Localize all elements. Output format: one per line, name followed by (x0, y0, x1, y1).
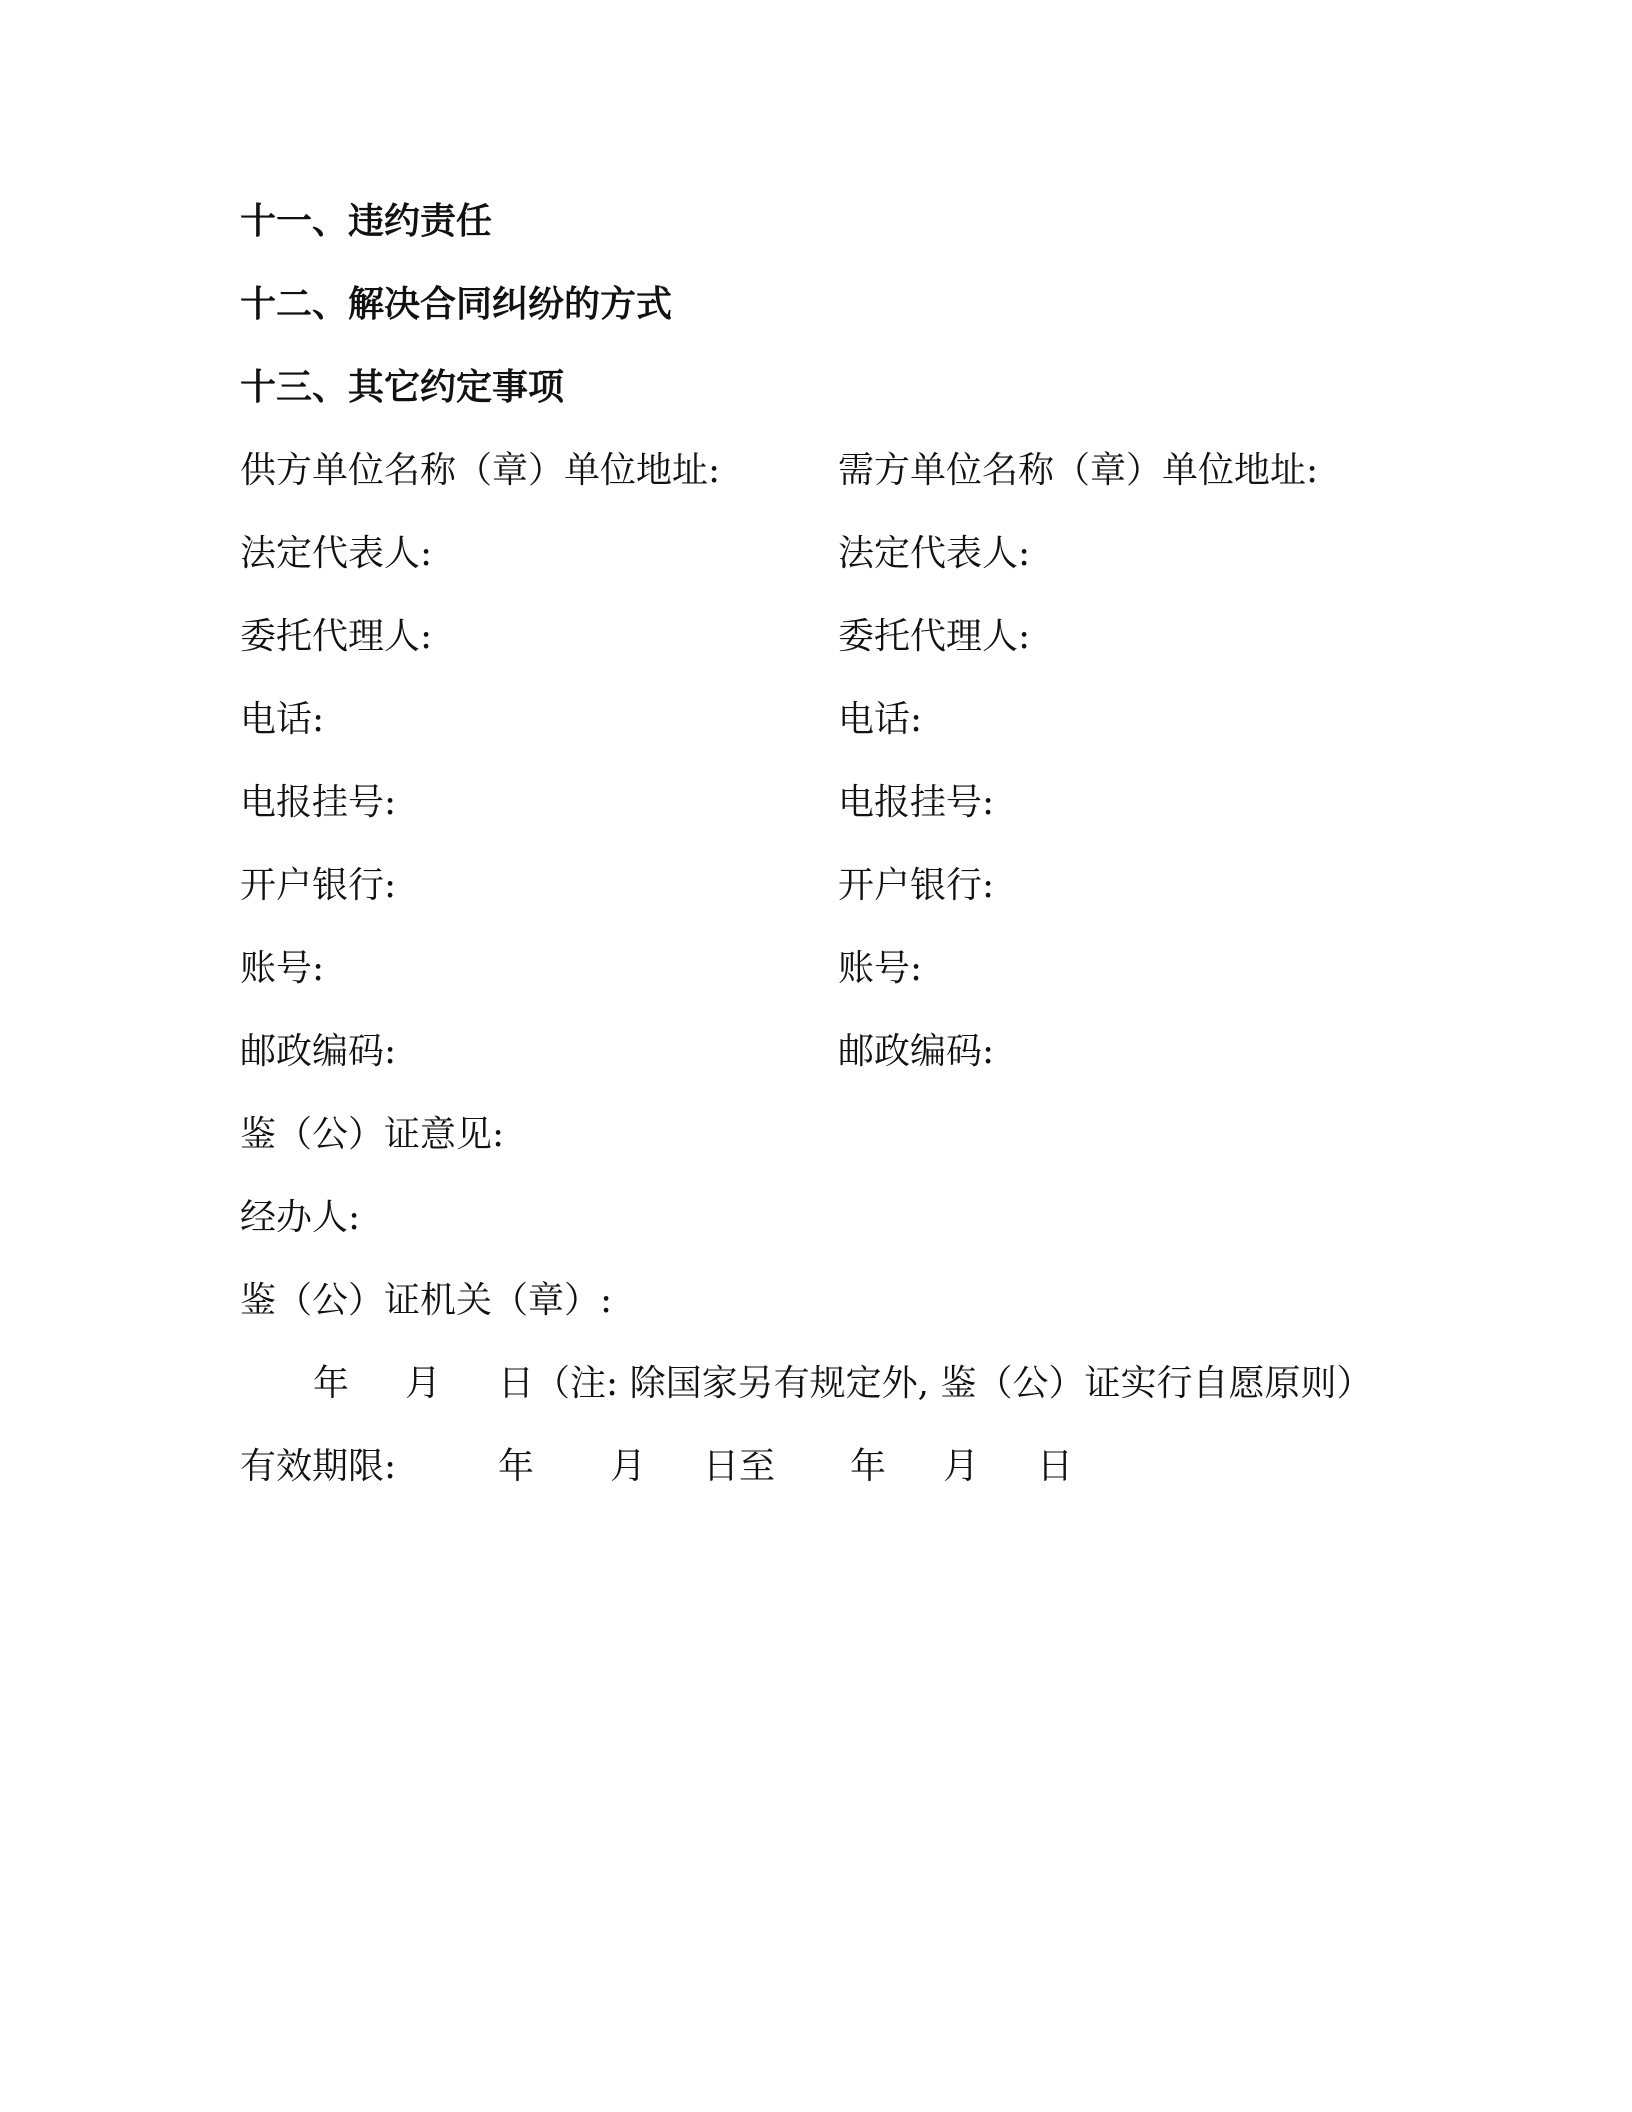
supplier-bank-label: 开户银行: (240, 865, 397, 906)
section-heading-dispute: 十二、解决合同纠纷的方式 (240, 284, 673, 325)
supplier-telegraph-label: 电报挂号: (240, 782, 397, 823)
section-heading-other: 十三、其它约定事项 (240, 367, 565, 408)
buyer-postcode-label: 邮政编码: (838, 1031, 995, 1072)
validity-end-year: 年 (850, 1446, 887, 1487)
buyer-account-label: 账号: (838, 948, 923, 989)
supplier-account-label: 账号: (240, 948, 325, 989)
validity-end-day: 日 (1037, 1446, 1074, 1487)
buyer-bank-label: 开户银行: (838, 865, 995, 906)
supplier-name-address-label: 供方单位名称（章）单位地址: (240, 450, 721, 491)
notary-handler-label: 经办人: (240, 1197, 361, 1238)
notary-authority-label: 鉴（公）证机关（章）: (240, 1280, 613, 1321)
buyer-agent-label: 委托代理人: (838, 616, 1031, 657)
supplier-phone-label: 电话: (240, 699, 325, 740)
section-heading-breach: 十一、违约责任 (240, 201, 493, 242)
validity-start-day-to: 日至 (703, 1446, 776, 1487)
notary-date-month: 月 (405, 1363, 442, 1404)
supplier-agent-label: 委托代理人: (240, 616, 433, 657)
validity-label: 有效期限: (240, 1446, 397, 1487)
buyer-legal-rep-label: 法定代表人: (838, 533, 1031, 574)
buyer-telegraph-label: 电报挂号: (838, 782, 995, 823)
supplier-postcode-label: 邮政编码: (240, 1031, 397, 1072)
buyer-phone-label: 电话: (838, 699, 923, 740)
validity-start-month: 月 (610, 1446, 647, 1487)
validity-start-year: 年 (498, 1446, 535, 1487)
notary-date-year: 年 (313, 1363, 350, 1404)
validity-end-month: 月 (943, 1446, 980, 1487)
buyer-name-address-label: 需方单位名称（章）单位地址: (838, 450, 1319, 491)
notary-date-day-note: 日（注: 除国家另有规定外, 鉴（公）证实行自愿原则） (498, 1363, 1373, 1404)
supplier-legal-rep-label: 法定代表人: (240, 533, 433, 574)
notary-opinion-label: 鉴（公）证意见: (240, 1114, 505, 1155)
